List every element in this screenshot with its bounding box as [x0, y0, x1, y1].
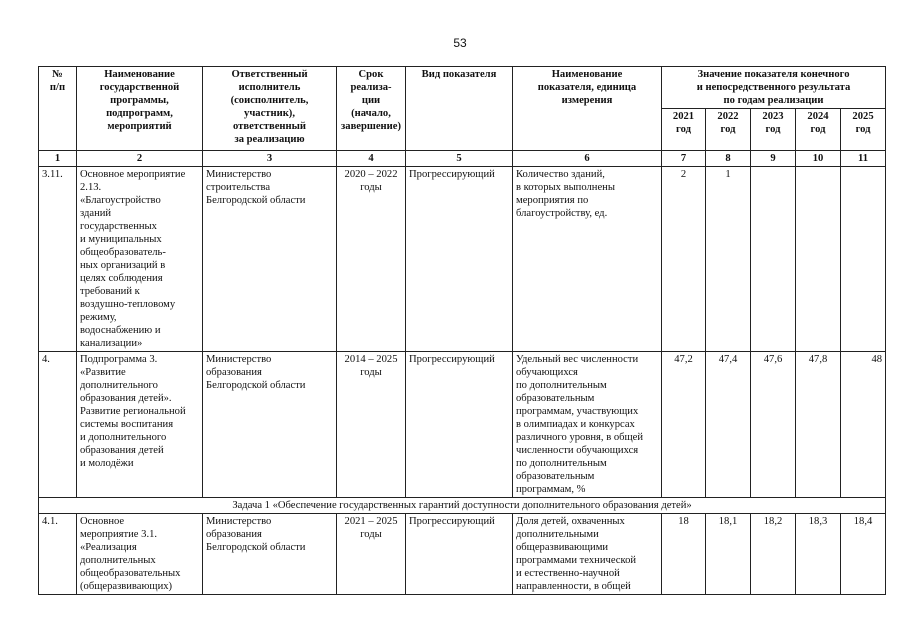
header-values: Значение показателя конечного и непосредственного результата по годам реализации	[662, 67, 886, 109]
header-term: Срок реализа- ции (начало, завершение)	[337, 67, 406, 151]
column-number: 3	[203, 151, 337, 167]
row-value-2023: 47,6	[751, 352, 796, 498]
task-title: Задача 1 «Обеспечение государственных гарантий доступности дополнительного образования детей»	[39, 498, 886, 514]
task-row	[39, 498, 886, 514]
row-number: 4.1.	[39, 514, 77, 595]
header-row-1	[39, 67, 886, 109]
row-term: 2020 – 2022 годы	[337, 167, 406, 352]
header-indicator-name: Наименование показателя, единица измерения	[513, 67, 662, 151]
row-responsible: Министерство образования Белгородской области	[203, 352, 337, 498]
row-term: 2014 – 2025 годы	[337, 352, 406, 498]
row-value-2022: 1	[706, 167, 751, 352]
column-number: 5	[406, 151, 513, 167]
row-name: Основное мероприятие 3.1. «Реализация дополнительных общеобразовательных (общеразвивающих)	[77, 514, 203, 595]
row-term: 2021 – 2025 годы	[337, 514, 406, 595]
column-number: 11	[841, 151, 886, 167]
row-value-2021: 47,2	[662, 352, 706, 498]
page-number: 53	[453, 36, 467, 50]
row-indicator-name: Количество зданий, в которых выполнены мероприятия по благоустройству, ед.	[513, 167, 662, 352]
header-year: 2023 год	[751, 109, 796, 151]
header-year: 2025 год	[841, 109, 886, 151]
row-responsible: Министерство строительства Белгородской области	[203, 167, 337, 352]
header-name: Наименование государственной программы, подпрограмм, мероприятий	[77, 67, 203, 151]
header-responsible: Ответственный исполнитель (соисполнитель, участник), ответственный за реализацию	[203, 67, 337, 151]
column-number: 8	[706, 151, 751, 167]
column-number: 4	[337, 151, 406, 167]
row-name: Основное мероприятие 2.13. «Благоустройство зданий государственных и муниципальных общеобразователь- ных организаций в целях соблюдения требований к воздушно-тепловому режиму, водоснабжению и канализации»	[77, 167, 203, 352]
column-number: 6	[513, 151, 662, 167]
table-row	[39, 167, 886, 352]
row-number: 3.11.	[39, 167, 77, 352]
header-year: 2022 год	[706, 109, 751, 151]
row-value-2025: 48	[841, 352, 886, 498]
row-value-2022: 47,4	[706, 352, 751, 498]
column-number: 7	[662, 151, 706, 167]
row-indicator-name: Доля детей, охваченных дополнительными общеразвивающими программами технической и естественно-научной направленности, в общей	[513, 514, 662, 595]
table-row	[39, 352, 886, 498]
column-number: 9	[751, 151, 796, 167]
table-row	[39, 514, 886, 595]
column-number: 1	[39, 151, 77, 167]
row-name: Подпрограмма 3. «Развитие дополнительного образования детей». Развитие региональной системы воспитания и дополнительного образования детей и молодёжи	[77, 352, 203, 498]
row-value-2023: 18,2	[751, 514, 796, 595]
indicators-table	[38, 66, 886, 595]
row-value-2024: 47,8	[796, 352, 841, 498]
row-number: 4.	[39, 352, 77, 498]
column-number: 2	[77, 151, 203, 167]
row-value-2021: 18	[662, 514, 706, 595]
row-indicator-type: Прогрессирующий	[406, 167, 513, 352]
row-value-2024	[796, 167, 841, 352]
row-indicator-name: Удельный вес численности обучающихся по дополнительным образовательным программам, участвующих в олимпиадах и конкурсах различного уровня, в общей численности обучающихся по дополнительным образовательным программам, %	[513, 352, 662, 498]
header-year: 2021 год	[662, 109, 706, 151]
row-value-2024: 18,3	[796, 514, 841, 595]
row-value-2023	[751, 167, 796, 352]
row-value-2025: 18,4	[841, 514, 886, 595]
column-number-row	[39, 151, 886, 167]
header-year: 2024 год	[796, 109, 841, 151]
row-value-2025	[841, 167, 886, 352]
column-number: 10	[796, 151, 841, 167]
row-indicator-type: Прогрессирующий	[406, 352, 513, 498]
row-value-2021: 2	[662, 167, 706, 352]
header-no: № п/п	[39, 67, 77, 151]
row-responsible: Министерство образования Белгородской области	[203, 514, 337, 595]
row-value-2022: 18,1	[706, 514, 751, 595]
header-indicator-type: Вид показателя	[406, 67, 513, 151]
row-indicator-type: Прогрессирующий	[406, 514, 513, 595]
